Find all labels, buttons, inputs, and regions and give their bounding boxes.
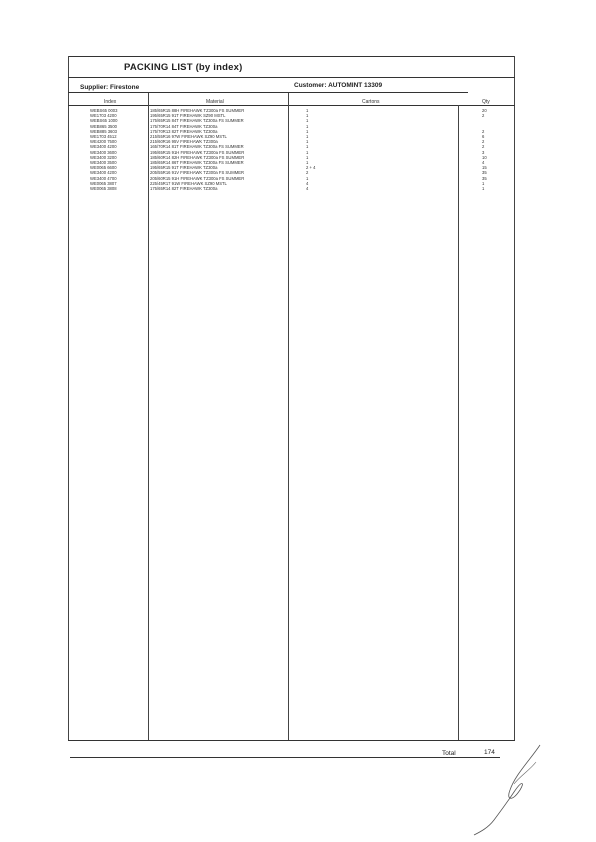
row-material-cell: 185/65R14 86T FIREHAWK TZ300a FS SUMMER: [150, 160, 244, 165]
row-cartons-cell: 1: [306, 118, 309, 124]
row-index-cell: WEBS65 0003: [90, 108, 118, 113]
row-material-cell: 175/65R14 82T FIREHAWK TZ300a: [150, 186, 218, 191]
column-header-qty: Qty: [482, 99, 490, 105]
row-index-cell: WE1703 4512: [90, 134, 117, 139]
customer-label: Customer: AUTOMINT 13309: [294, 82, 383, 89]
row-material-cell: 225/45R17 91W FIREHAWK SZ90 MSTL: [150, 180, 227, 186]
row-index-cell: WE0065 6600: [90, 165, 117, 171]
row-cartons-cell: 1: [306, 139, 309, 145]
row-qty-cell: 6: [482, 134, 485, 139]
total-label: Total: [442, 750, 456, 757]
row-material-cell: 175/70R13 82T FIREHAWK TZ300a: [150, 128, 218, 134]
column-separator-cartons: [288, 93, 289, 740]
supplier-label: Supplier: Firestone: [80, 84, 140, 91]
row-qty-cell: 35: [482, 170, 487, 176]
row-cartons-cell: 1: [306, 123, 309, 129]
column-header-cartons: Cartons: [362, 99, 380, 105]
row-qty-cell: 35: [482, 175, 487, 181]
row-qty-cell: 1: [482, 186, 485, 191]
row-material-cell: 175/65R15 84T FIREHAWK TZ300a FS SUMMER: [150, 118, 244, 124]
row-material-cell: 215/55R16 97W FIREHAWK SZ90 MSTL: [150, 134, 227, 139]
row-cartons-cell: 1: [306, 175, 309, 181]
row-material-cell: 215/60R16 95V FIREHAWK TZ300a: [150, 139, 218, 145]
frame-bottom: [68, 740, 515, 741]
signature-mark: [470, 740, 550, 840]
row-cartons-cell: 1: [306, 128, 309, 134]
header-divider: [68, 92, 468, 93]
row-material-cell: 195/65R15 91H FIREHAWK TZ300a FS SUMMER: [150, 149, 245, 155]
row-qty-cell: 20: [482, 108, 487, 113]
row-qty-cell: 2: [482, 113, 485, 119]
row-qty-cell: 3: [482, 149, 485, 155]
row-cartons-cell: 1: [306, 108, 309, 113]
row-index-cell: WE3400 4700: [90, 175, 117, 181]
row-index-cell: WE3400 3600: [90, 149, 117, 155]
frame-left: [68, 56, 69, 740]
title-divider: [68, 77, 515, 78]
row-cartons-cell: 2: [306, 170, 309, 176]
row-material-cell: 165/70R14 81T FIREHAWK TZ300a FS SUMMER: [150, 144, 244, 150]
row-index-cell: WE3400 3200: [90, 154, 117, 160]
column-separator-material: [148, 93, 149, 740]
total-underline: [70, 757, 500, 758]
row-cartons-cell: 1: [306, 134, 309, 139]
document-title: PACKING LIST (by index): [124, 62, 243, 73]
row-cartons-cell: 2 + 4: [306, 165, 316, 171]
row-material-cell: 195/65R15 91T FIREHAWK TZ300a: [150, 165, 218, 171]
row-cartons-cell: 1: [306, 160, 309, 165]
row-qty-cell: 2: [482, 128, 485, 134]
row-material-cell: 195/65R15 91T FIREHAWK SZ90 MSTL: [150, 113, 226, 119]
row-qty-cell: 1: [482, 180, 485, 186]
row-qty-cell: 4: [482, 160, 485, 165]
row-index-cell: WE3400 4200: [90, 144, 117, 150]
row-cartons-cell: 1: [306, 144, 309, 150]
row-index-cell: WEB865 3500: [90, 123, 118, 129]
total-value: 174: [484, 749, 495, 756]
column-separator-qty: [458, 105, 459, 740]
column-header-index: Index: [104, 99, 117, 105]
row-index-cell: WE3400 4200: [90, 170, 117, 176]
row-index-cell: WEB885 3603: [90, 128, 118, 134]
row-qty-cell: 2: [482, 139, 485, 145]
row-cartons-cell: 1: [306, 149, 309, 155]
row-material-cell: 175/70R14 84T FIREHAWK TZ300a: [150, 123, 218, 129]
row-cartons-cell: 1: [306, 154, 309, 160]
column-header-divider: [68, 105, 515, 106]
row-index-cell: WE1703 4200: [90, 113, 117, 119]
frame-top: [68, 56, 515, 57]
row-index-cell: WE3400 3500: [90, 160, 117, 165]
row-cartons-cell: 4: [306, 186, 309, 191]
row-qty-cell: 15: [482, 165, 487, 171]
row-index-cell: WE0065 3807: [90, 180, 117, 186]
row-material-cell: 185/65R15 88H FIREHAWK TZ300a FS SUMMER: [150, 108, 245, 113]
row-index-cell: WE0065 3808: [90, 186, 117, 191]
row-qty-cell: 2: [482, 144, 485, 150]
row-cartons-cell: 4: [306, 180, 309, 186]
row-material-cell: 205/60R15 91H FIREHAWK TZ300a FS SUMMER: [150, 175, 245, 181]
row-material-cell: 205/55R16 91V FIREHAWK TZ300a FS SUMMER: [150, 170, 245, 176]
column-header-material: Material: [206, 99, 224, 105]
row-index-cell: WEBS65 1000: [90, 118, 118, 124]
row-material-cell: 185/60R14 82H FIREHAWK TZ300a FS SUMMER: [150, 154, 245, 160]
row-cartons-cell: 1: [306, 113, 309, 119]
row-index-cell: WE4200 7500: [90, 139, 117, 145]
frame-right: [514, 56, 515, 740]
row-qty-cell: 10: [482, 154, 487, 160]
